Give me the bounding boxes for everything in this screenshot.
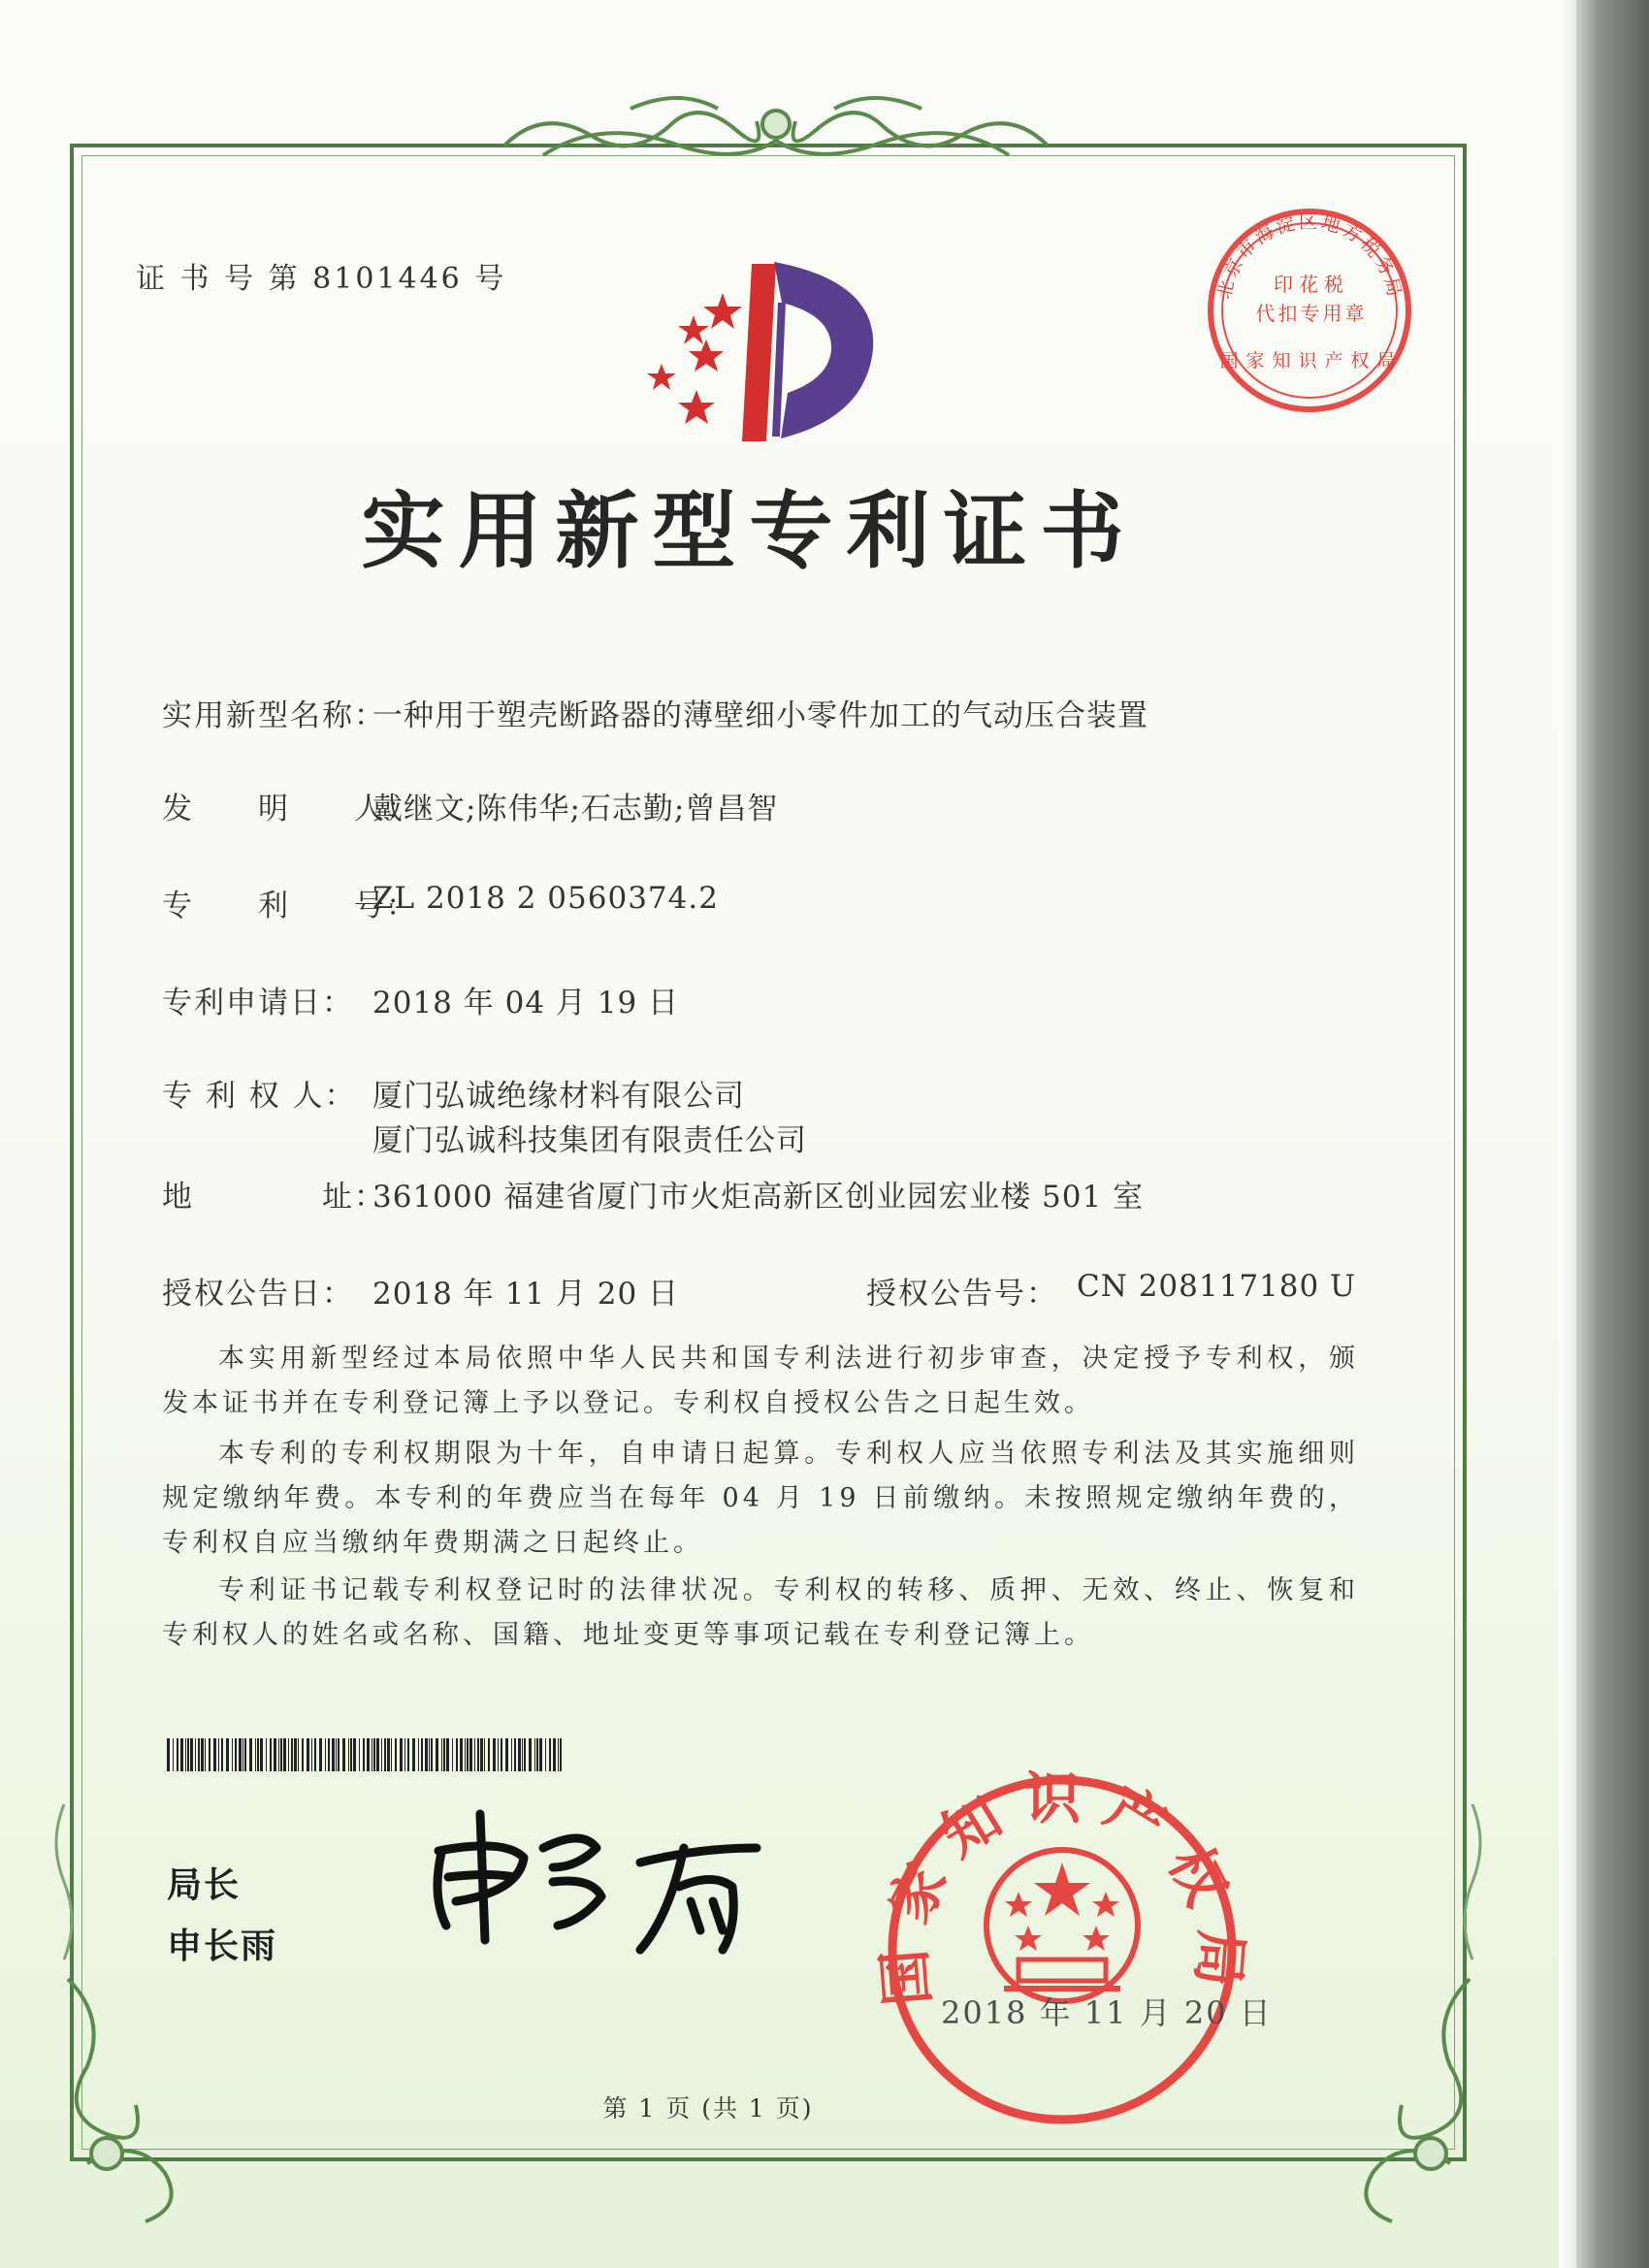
stamp-date: 2018 年 11 月 20 日	[941, 1994, 1273, 2031]
tax-stamp-line-2: 代扣专用章	[1255, 302, 1368, 325]
field-value-grant-date: 2018 年 11 月 20 日	[372, 1277, 680, 1312]
tax-stamp	[1211, 211, 1408, 409]
certificate-number: 证 书 号 第 8101446 号	[136, 262, 507, 296]
tax-stamp-ring-text: 北京市海淀区地方税务局	[1213, 211, 1406, 302]
national-seal	[870, 1766, 1255, 2120]
field-value-name: 一种用于塑壳断路器的薄壁细小零件加工的气动压合装置	[372, 698, 1148, 733]
field-value-patent-number: ZL 2018 2 0560374.2	[372, 881, 719, 916]
body-paragraph-3: 专利证书记载专利权登记时的法律状况。专利权的转移、质押、无效、终止、恢复和专利权人的姓名或名称、国籍、地址变更等事项记载在专利登记簿上。	[162, 1575, 1359, 1650]
field-value-patentee-1: 厦门弘诚绝缘材料有限公司	[372, 1079, 745, 1114]
field-value-publication-number: CN 208117180 U	[1077, 1269, 1357, 1304]
field-value-application-date: 2018 年 04 月 19 日	[372, 986, 680, 1021]
barcode	[167, 1738, 562, 1771]
field-label-publication-number: 授权公告号：	[866, 1277, 1058, 1312]
top-ornament	[504, 98, 1048, 155]
page-number: 第 1 页 (共 1 页)	[602, 2094, 814, 2122]
scan-margin	[1559, 0, 1576, 2268]
body-paragraph-2: 本专利的专利权期限为十年，自申请日起算。专利权人应当依照专利法及其实施细则规定缴纳年费。本专利的年费应当在每年 04 月 19 日前缴纳。未按照规定缴纳年费的，专利权自应当缴纳年费期满之日起终止。	[162, 1439, 1359, 1558]
seal-ring-text: 国家知识产权局	[869, 1765, 1255, 2009]
certificate-title: 实用新型专利证书	[361, 482, 1138, 580]
field-label-grant-date: 授权公告日：	[162, 1277, 354, 1312]
field-label-application-date: 专利申请日：	[162, 986, 354, 1021]
field-label-inventors: 发 明 人：	[162, 792, 418, 826]
signature-image	[437, 1814, 757, 1950]
field-value-inventors: 戴继文;陈伟华;石志勤;曾昌智	[372, 792, 779, 826]
field-label-name: 实用新型名称：	[162, 698, 386, 733]
svg-text:国家知识产权局: 国家知识产权局	[1219, 350, 1404, 372]
body-paragraph-1: 本实用新型经过本局依照中华人民共和国专利法进行初步审查，决定授予专利权，颁发本证书并在专利登记簿上予以登记。专利权自授权公告之日起生效。	[162, 1344, 1359, 1418]
patent-office-logo	[647, 262, 873, 441]
field-value-patentee-2: 厦门弘诚科技集团有限责任公司	[372, 1123, 807, 1158]
field-value-address: 361000 福建省厦门市火炬高新区创业园宏业楼 501 室	[372, 1180, 1145, 1215]
signatory-name: 申长雨	[167, 1927, 278, 1966]
scan-background-edge	[1576, 0, 1649, 2268]
field-label-patent-number: 专 利 号：	[162, 889, 418, 923]
signatory-title: 局长	[167, 1865, 242, 1905]
tax-stamp-line-1: 印花税	[1274, 273, 1349, 296]
field-label-address: 地 址：	[162, 1180, 386, 1215]
field-label-patentee: 专 利 权 人：	[162, 1079, 357, 1114]
